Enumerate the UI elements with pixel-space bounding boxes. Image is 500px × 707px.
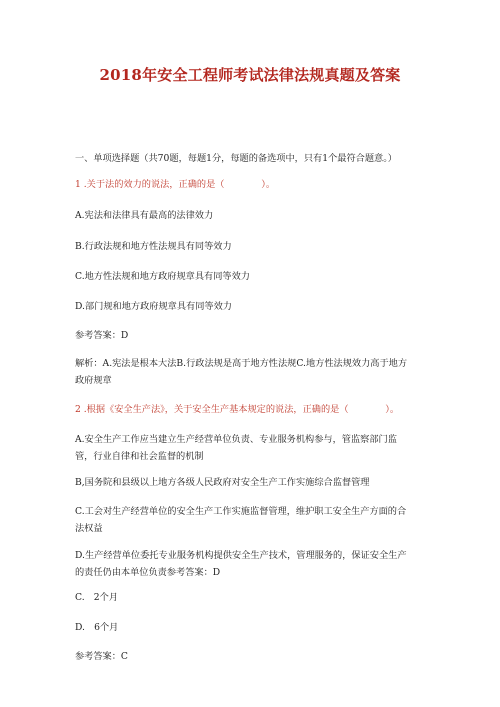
question-2-stem: 2 .根据《安全生产法》，关于安全生产基本规定的说法，正确的是（ ）。 bbox=[75, 404, 400, 415]
question-2-option-a: A.安全生产工作应当建立生产经营单位负责、专业服务机构参与，管监察部门监管，行业自律和社会监督的机制 bbox=[75, 434, 397, 462]
question-1-option-d: D.部门规和地方政府规章具有同等效力 bbox=[75, 301, 232, 312]
question-1-option-c: C.地方性法规和地方政府规章具有同等效力 bbox=[75, 271, 250, 282]
question-1-stem: 1 .关于法的效力的说法，正确的是（ ）。 bbox=[75, 179, 276, 190]
question-1-analysis: 解析：A.宪法是根本大法B.行政法规是高于地方性法规C.地方性法规效力高于地方政府规章 bbox=[75, 358, 408, 386]
question-2-option-d: D.生产经营单位委托专业服务机构提供安全生产技术，管理服务的，保证安全生产的责任仍由本单位负责参考答案：D bbox=[75, 550, 407, 578]
final-answer: 参考答案：C bbox=[75, 651, 128, 662]
extra-option-d: D. 6个月 bbox=[75, 622, 119, 633]
question-1-answer: 参考答案：D bbox=[75, 330, 129, 341]
section-heading: 一、单项选择题（共70题，每题1分，每题的备选项中，只有1个最符合题意。） bbox=[75, 153, 397, 164]
question-1-option-a: A.宪法和法律具有最高的法律效力 bbox=[75, 210, 214, 221]
question-2-option-c: C.工会对生产经营单位的安全生产工作实施监督管理，维护职工安全生产方面的合法权益 bbox=[75, 506, 407, 534]
extra-option-c: C. 2个月 bbox=[75, 592, 119, 603]
document-title: 2018年安全工程师考试法律法规真题及答案 bbox=[99, 66, 401, 84]
question-2-option-b: B,国务院和县级以上地方各级人民政府对安全生产工作实施综合监督管理 bbox=[75, 477, 370, 488]
question-1-option-b: B.行政法规和地方性法规具有同等效力 bbox=[75, 241, 232, 252]
